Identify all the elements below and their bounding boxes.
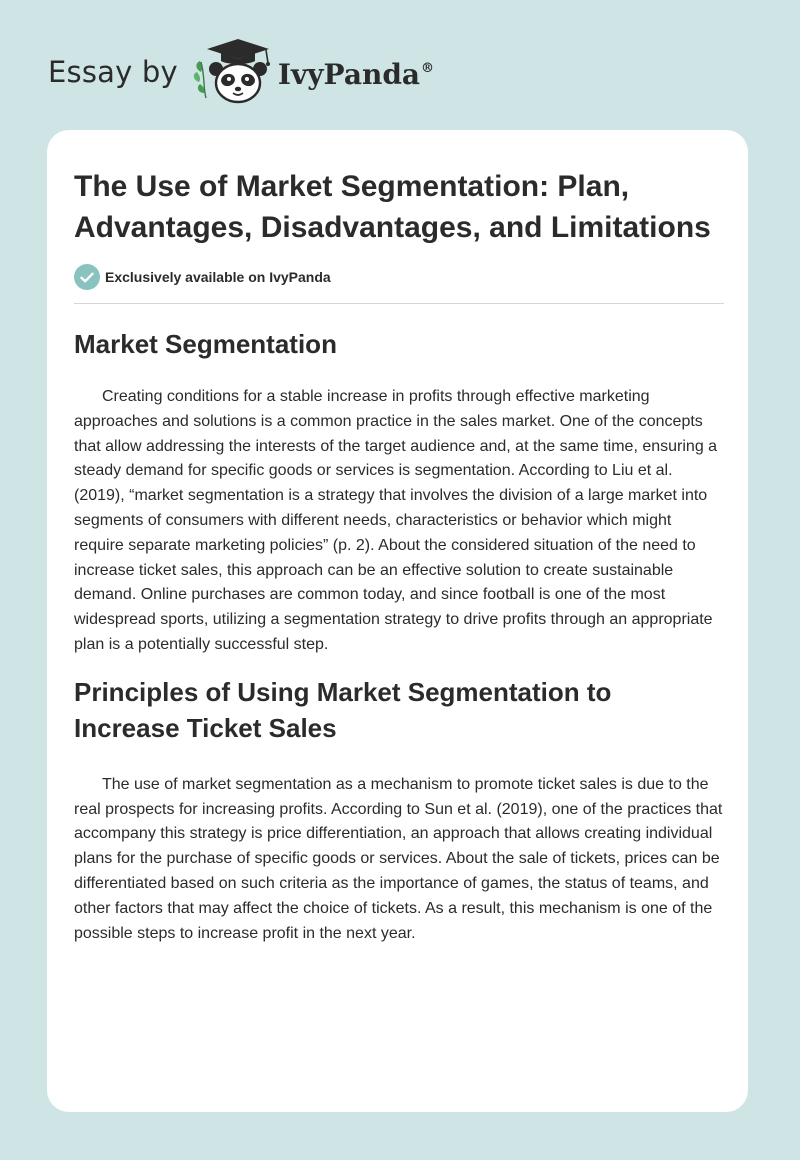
brand-prefix: Essay by: [48, 55, 178, 89]
article-title: The Use of Market Segmentation: Plan, Advantages, Disadvantages, and Limitations: [74, 170, 711, 244]
section-paragraph: The use of market segmentation as a mechanism to promote ticket sales is due to the real prospects for increasing profits. According to Sun et al. (2019), one of the practices that accompany this strategy is price differentiation, an approach that allows creating individual plans for the purchase of specific goods or services. About the sale of tickets, prices can be differentiated based on such criteria as the importance of games, the status of teams, and other factors that may affect the choice of tickets. As a result, this mechanism is one of the possible steps to increase profit in the next year.: [74, 775, 723, 942]
article-content: [74, 166, 724, 946]
badge-text: Exclusively available on IvyPanda: [105, 269, 331, 285]
exclusive-badge: [74, 264, 724, 290]
section-heading: Principles of Using Market Segmentation to Increase Ticket Sales: [74, 676, 612, 743]
brand-header: [48, 36, 434, 108]
article-card: [47, 130, 748, 1112]
registered-mark: ®: [421, 60, 435, 76]
brand-name: [278, 58, 434, 91]
brand-name-text: IvyPanda: [277, 57, 421, 91]
section-heading: Market Segmentation: [74, 329, 337, 359]
divider: [74, 303, 724, 304]
section-paragraph: Creating conditions for a stable increase in profits through effective marketing approaches and solutions is a common practice in the sales market. One of the concepts that allow addressing the interests of the target audience and, at the same time, ensuring a steady demand for specific goods or services is segmentation. According to Liu et al. (2019), “market segmentation is a strategy that involves the division of a large market into segments of consumers with different needs, characteristics or behavior which might require separate marketing policies” (p. 2). About the considered situation of the need to increase ticket sales, this approach can be an effective solution to create sustainable demand. Online purchases are common today, and since football is one of the most widespread sports, utilizing a segmentation strategy to drive profits through an appropriate plan is a potentially successful step.: [74, 388, 718, 653]
check-circle-icon: [74, 264, 100, 290]
panda-graduate-icon: [190, 36, 286, 108]
